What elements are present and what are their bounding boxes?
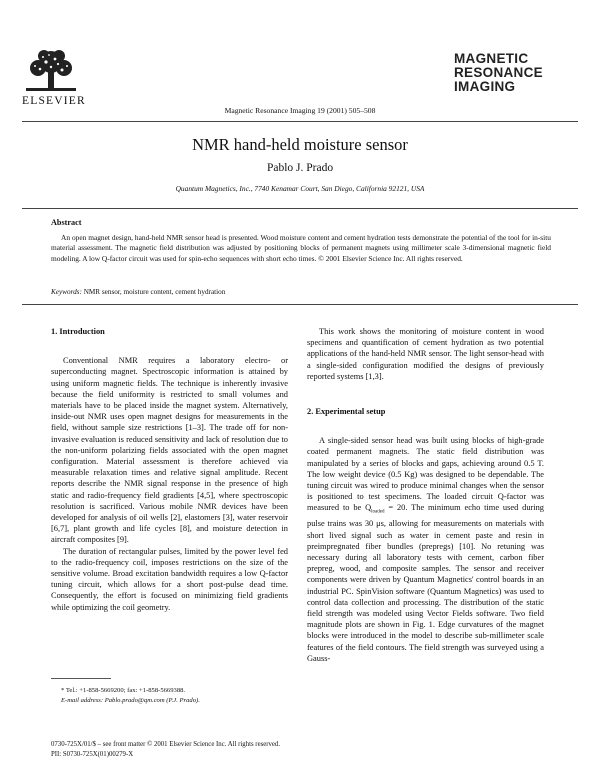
- journal-logo-word: IMAGING: [454, 79, 516, 94]
- journal-logo-word: MAGNETIC: [454, 51, 529, 66]
- introduction-heading: 1. Introduction: [51, 327, 105, 336]
- keywords-list: NMR sensor, moisture content, cement hydration: [83, 288, 226, 296]
- right-column: [307, 326, 544, 664]
- intro-paragraph-1: Conventional NMR requires a laboratory electro- or superconducting magnet. Spectroscopic information is attained by using uniform magnetic fields. The technique is inherently invasive because the field uniformity is restricted to small volumes and materials have to be placed inside the magnet system. Alternatively, inside-out NMR uses open magnet designs for measurements in the field, without sample size restrictions [1–3]. The trade off for non-invasive evaluation is reduced sensitivity and lack of resolution due to the non-uniform polarizing fields associated with the open magnet configuration. Material assessment is therefore achieved via measurable relaxation times and relative signal amplitude. Recent reports describe the NMR signal response in the presence of high static and radio-frequency field gradients [4,5], where spectroscopic resolution is sacrificed. Various mobile NMR devices have been developed for analysis of oil wells [2], elastomers [3], water reservoir [6,7], plant growth and life cycles [8], and moisture detection in aircraft composites [9].: [51, 356, 288, 545]
- q-loaded-subscript: loaded: [371, 510, 385, 516]
- publisher-name: ELSEVIER: [22, 95, 86, 107]
- keywords-label: Keywords:: [51, 288, 82, 296]
- intro-paragraph-3: This work shows the monitoring of moisture content in wood specimens and quantification of cement hydration as two potential applications of the hand-held NMR sensor. The light sensor-head with a single-sided configuration modified the designs of previously reported systems [1,3].: [307, 327, 544, 381]
- abstract-heading: Abstract: [51, 218, 82, 227]
- article-title: NMR hand-held moisture sensor: [192, 135, 408, 154]
- experimental-heading: 2. Experimental setup: [307, 407, 386, 417]
- elsevier-logo: [22, 48, 86, 107]
- experimental-paragraph-1: A single-sided sensor head was built using blocks of high-grade coated permanent magnets. The static field distribution was manipulated by a series of blocks and gaps, achieving around 0.5 T. The low weight device (0.5 Kg) was designed to be dependable. The tuning circuit was wired to produce minimal changes when the sensor is positioned to test specimens. The loaded circuit Q-factor was measured to be $Q_{loaded} = 20$. The minimum echo time used during pulse trains was 30 μs, allowing for measurements on materials with short lived signal such as water in cement paste and resin in preimpregnated fiber bundles (prepregs) [10]. No retuning was necessary during all laboratory tests with cement, carbon fiber prepreg, wood, and composite samples. The sensor and receiver components were driven by Quantum Magnetics' control boards in an industrial PC. SpinVision software (Quantum Magnetics) was used to control data collection and processing. The distribution of the static field strength was modeled using Vector Fields software. Two field magnitude plots are shown in Fig. 1. Edge curvatures of the magnet blocks were introduced in the model to describe sub-millimeter scale features of the field contours. The field strength was surveyed using a Gauss-: [307, 436, 544, 663]
- copyright-line: 0730-725X/01/$ – see front matter © 2001 Elsevier Science Inc. All rights reserved.: [51, 741, 281, 748]
- elsevier-tree-icon: [22, 48, 80, 94]
- left-column: [51, 326, 288, 613]
- page-footer: [51, 740, 551, 760]
- footnote-rule: [51, 678, 111, 679]
- footnote-contact: * Tel.: +1-858-5669200; fax: +1-858-5669388.: [61, 687, 186, 694]
- footnote: [51, 686, 288, 706]
- intro-paragraph-2: The duration of rectangular pulses, limited by the power level fed to the radio-frequency coil, imposes restrictions on the size of the sensitive volume. Broad excitation bandwidth requires a low Q-factor tuning circuit, which allows for a short post-pulse dead time. Consequently, the effort is focused on minimizing field gradients while optimizing the coil geometry.: [51, 546, 288, 612]
- journal-logo-word: RESONANCE: [454, 65, 543, 80]
- header-rule: [22, 121, 578, 122]
- abstract-top-rule: [22, 208, 578, 209]
- journal-logo: [454, 52, 580, 94]
- abstract-bottom-rule: [22, 304, 578, 305]
- journal-citation: Magnetic Resonance Imaging 19 (2001) 505–508: [224, 106, 376, 115]
- footnote-email: E-mail address: Pablo.prado@qm.com (P.J. Prado).: [61, 697, 200, 704]
- abstract-text: An open magnet design, hand-held NMR sensor head is presented. Wood moisture content and cement hydration tests demonstrate the potential of the tool for in-situ material assessment. The magnetic field distribution was adjusted by positioning blocks of permanent magnets using millimeter scale 3-dimensional magnetic field modeling. A low Q-factor circuit was used for spin-echo sequences with short echo times. © 2001 Elsevier Science Inc. All rights reserved.: [51, 233, 551, 263]
- author-affiliation: Quantum Magnetics, Inc., 7740 Kenamar Court, San Diego, California 92121, USA: [175, 184, 425, 193]
- keywords-line: [51, 288, 551, 296]
- article-author: Pablo J. Prado: [266, 162, 334, 174]
- pii-line: PII: S0730-725X(01)00279-X: [51, 751, 134, 758]
